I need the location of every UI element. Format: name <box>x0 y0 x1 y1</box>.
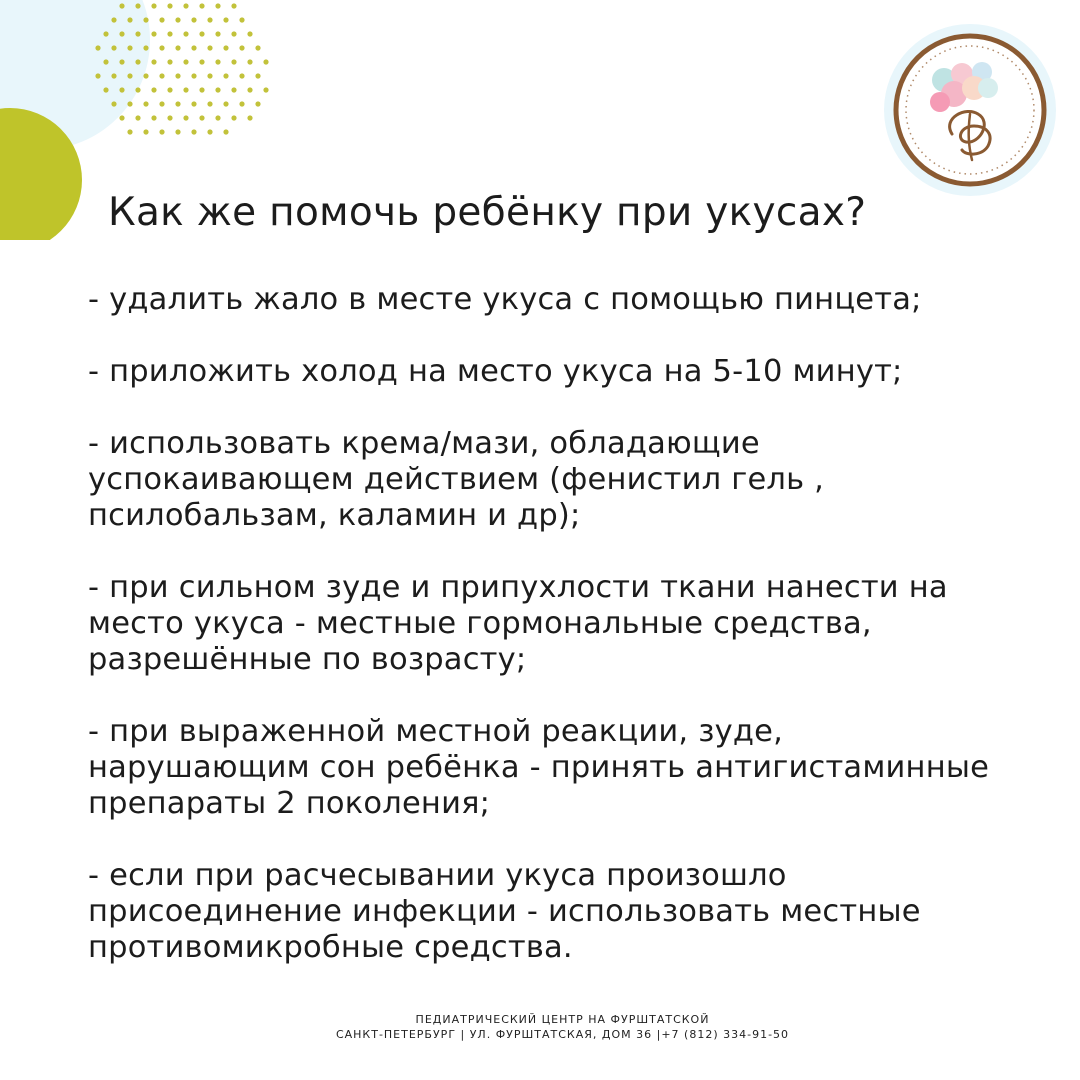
decor-dot <box>191 101 196 106</box>
decor-dot <box>199 115 204 120</box>
decor-dot <box>239 73 244 78</box>
decor-dot <box>103 59 108 64</box>
decor-dot <box>263 59 268 64</box>
decor-dot <box>167 87 172 92</box>
decor-dot <box>127 101 132 106</box>
decor-dot <box>199 59 204 64</box>
list-item: - при сильном зуде и припухлости ткани нанести на место укуса - местные гормональные средства, разрешённые по возрасту; <box>88 570 948 677</box>
decor-dot <box>247 87 252 92</box>
decor-dot <box>183 59 188 64</box>
decor-dot <box>231 3 236 8</box>
decor-dot <box>231 59 236 64</box>
decor-dot <box>215 31 220 36</box>
decor-dot <box>183 31 188 36</box>
decor-dot <box>263 87 268 92</box>
decor-dot <box>111 73 116 78</box>
decor-dot <box>207 17 212 22</box>
decor-dot <box>239 101 244 106</box>
decor-dot <box>95 45 100 50</box>
decor-dot <box>255 45 260 50</box>
decor-dot <box>175 17 180 22</box>
decor-dot <box>183 115 188 120</box>
decor-dot <box>167 31 172 36</box>
decor-dot <box>207 101 212 106</box>
decor-dot <box>199 31 204 36</box>
decor-dot <box>111 17 116 22</box>
decor-dot <box>223 45 228 50</box>
decor-dot <box>223 101 228 106</box>
decor-dot <box>207 73 212 78</box>
decor-dot <box>255 101 260 106</box>
decor-dot <box>119 59 124 64</box>
decor-dot <box>127 45 132 50</box>
decor-dot <box>215 87 220 92</box>
decor-dot <box>191 17 196 22</box>
decor-dot <box>167 115 172 120</box>
decor-dot <box>223 73 228 78</box>
decor-dot <box>159 45 164 50</box>
decor-dot <box>111 45 116 50</box>
decor-dot <box>135 87 140 92</box>
decor-dot <box>175 73 180 78</box>
decor-dot <box>127 73 132 78</box>
decor-dot <box>159 17 164 22</box>
decor-dot <box>191 73 196 78</box>
decor-dot <box>207 129 212 134</box>
decor-dot <box>215 115 220 120</box>
decor-dot <box>119 3 124 8</box>
decor-dot <box>215 3 220 8</box>
decor-dot <box>143 17 148 22</box>
decor-dot <box>175 129 180 134</box>
page-title: Как же помочь ребёнку при укусах? <box>108 190 867 235</box>
decor-dot <box>199 3 204 8</box>
advice-list <box>88 282 1058 1002</box>
decor-dot <box>255 73 260 78</box>
list-item: - удалить жало в месте укуса с помощью пинцета; <box>88 282 922 317</box>
footer-address: САНКТ-ПЕТЕРБУРГ | УЛ. ФУРШТАТСКАЯ, ДОМ 36 |+7 (812) 334-91-50 <box>335 1028 790 1041</box>
decor-dot <box>151 115 156 120</box>
decor-dot <box>183 3 188 8</box>
decor-dot <box>151 3 156 8</box>
decor-dot <box>191 45 196 50</box>
decor-dot <box>151 87 156 92</box>
footer-clinic-name: ПЕДИАТРИЧЕСКИЙ ЦЕНТР НА ФУРШТАТСКОЙ <box>415 1013 710 1026</box>
decor-dot <box>127 129 132 134</box>
list-item: - при выраженной местной реакции, зуде, нарушающим сон ребёнка - принять антигистаминные препараты 2 поколения; <box>88 714 990 821</box>
decor-dot <box>159 73 164 78</box>
decor-dot <box>207 45 212 50</box>
decor-dot <box>119 87 124 92</box>
decor-dot <box>119 115 124 120</box>
decor-dot <box>167 59 172 64</box>
decor-dot <box>103 87 108 92</box>
decor-dot <box>159 101 164 106</box>
decor-dot <box>135 31 140 36</box>
decor-dot <box>143 101 148 106</box>
decor-dot <box>175 45 180 50</box>
decor-dot <box>135 59 140 64</box>
decor-dot <box>223 17 228 22</box>
decor-dot <box>135 115 140 120</box>
decor-dot <box>143 129 148 134</box>
decor-dot <box>95 73 100 78</box>
decor-dot <box>151 31 156 36</box>
decor-dot <box>239 45 244 50</box>
decor-dot <box>191 129 196 134</box>
decor-dot <box>247 31 252 36</box>
decor-dot <box>231 31 236 36</box>
decor-dot <box>231 87 236 92</box>
decor-dot <box>159 129 164 134</box>
decor-dot <box>183 87 188 92</box>
list-item: - использовать крема/мази, обладающие успокаивающем действием (фенистил гель , псилобальзам, каламин и др); <box>88 426 825 533</box>
decor-dot <box>111 101 116 106</box>
decor-dot <box>151 59 156 64</box>
decor-dot <box>175 101 180 106</box>
decor-dot <box>239 17 244 22</box>
decor-dot <box>247 59 252 64</box>
decor-dot <box>119 31 124 36</box>
list-item: - приложить холод на место укуса на 5-10 минут; <box>88 354 903 389</box>
decor-dot <box>143 45 148 50</box>
logo-badge <box>882 22 1058 198</box>
decor-dot <box>199 87 204 92</box>
decor-dot <box>143 73 148 78</box>
decor-dot <box>103 31 108 36</box>
decor-dot <box>247 115 252 120</box>
list-item: - если при расчесывании укуса произошло присоединение инфекции - использовать местные противомикробные средства. <box>88 858 921 965</box>
decor-dot <box>231 115 236 120</box>
decor-dot <box>215 59 220 64</box>
footer <box>0 1012 1080 1042</box>
decor-dot <box>127 17 132 22</box>
decor-dot <box>135 3 140 8</box>
decor-dot <box>167 3 172 8</box>
decor-dot <box>223 129 228 134</box>
